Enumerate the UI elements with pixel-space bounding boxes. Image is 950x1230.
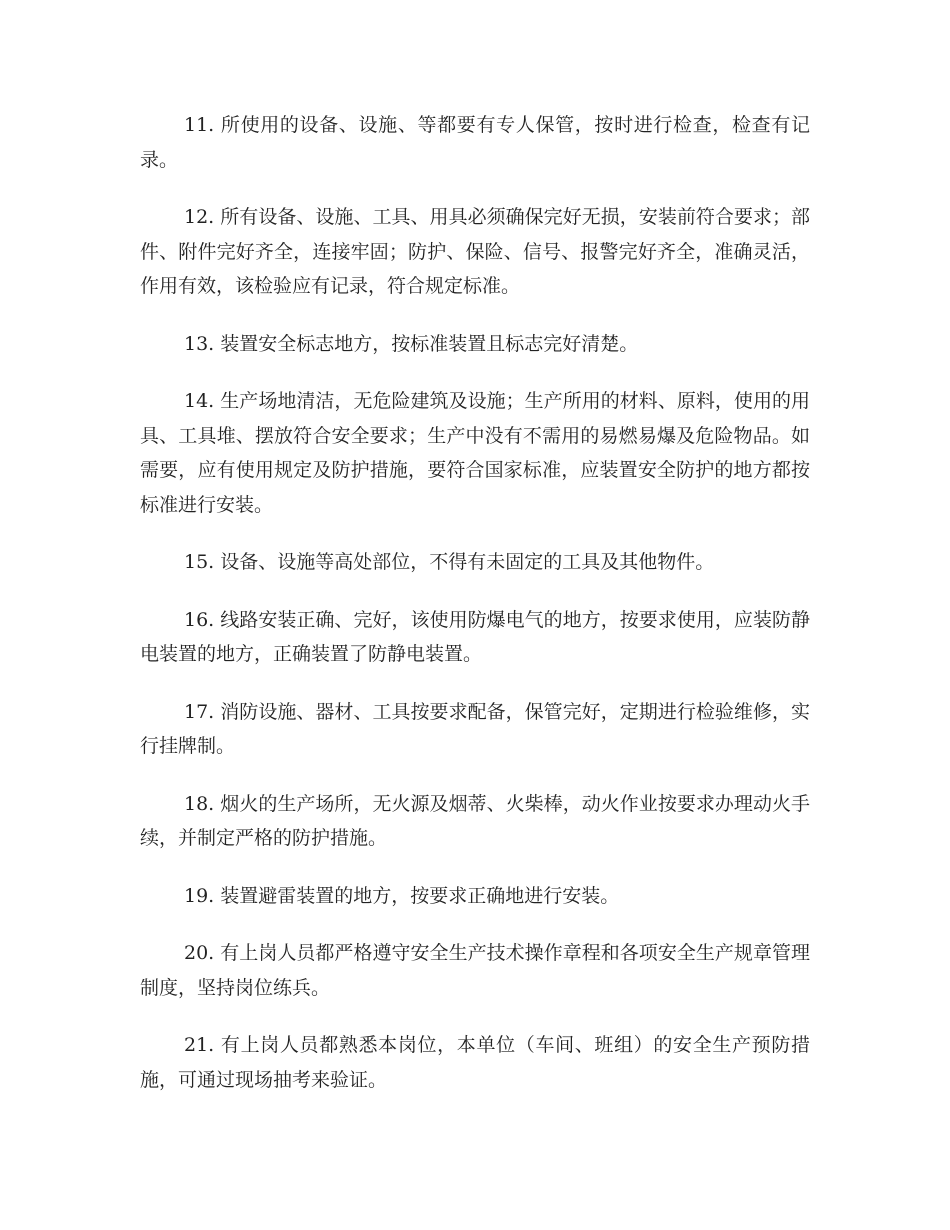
item-number: 13.	[184, 332, 215, 355]
list-item	[140, 1028, 810, 1097]
item-number: 17.	[184, 700, 215, 723]
list-item	[140, 108, 810, 177]
item-text: 有上岗人员都熟悉本岗位，本单位（车间、班组）的安全生产预防措施，可通过现场抽考来验证。	[140, 1034, 810, 1091]
list-item	[140, 787, 810, 856]
item-number: 16.	[184, 608, 215, 631]
item-number: 15.	[184, 551, 215, 573]
list-item	[140, 879, 810, 914]
list-item	[140, 545, 810, 580]
item-number: 11.	[184, 114, 215, 136]
item-text: 有上岗人员都严格遵守安全生产技术操作章程和各项安全生产规章管理制度，坚持岗位练兵。	[140, 942, 810, 999]
item-text: 装置安全标志地方，按标准装置且标志完好清楚。	[214, 332, 639, 355]
item-text: 生产场地清洁，无危险建筑及设施；生产所用的材料、原料，使用的用具、工具堆、摆放符合安全要求；生产中没有不需用的易燃易爆及危险物品。如需要，应有使用规定及防护措施，要符合国家标准，应装置安全防护的地方都按标准进行安装。	[140, 390, 810, 516]
item-text: 消防设施、器材、工具按要求配备，保管完好，定期进行检验维修，实行挂牌制。	[140, 700, 810, 757]
item-number: 19.	[184, 884, 215, 907]
item-number: 14.	[184, 390, 215, 412]
list-item	[140, 695, 810, 764]
item-number: 20.	[184, 942, 215, 964]
list-item	[140, 327, 810, 362]
list-item	[140, 200, 810, 304]
item-text: 所使用的设备、设施、等都要有专人保管，按时进行检查，检查有记录。	[140, 114, 810, 171]
item-number: 18.	[184, 792, 215, 815]
item-text: 装置避雷装置的地方，按要求正确地进行安装。	[214, 884, 620, 907]
item-number: 12.	[184, 206, 215, 228]
list-item	[140, 936, 810, 1005]
item-number: 21.	[184, 1034, 215, 1056]
document-body	[140, 108, 810, 1120]
list-item	[140, 384, 810, 522]
item-text: 烟火的生产场所，无火源及烟蒂、火柴棒，动火作业按要求办理动火手续，并制定严格的防护措施。	[140, 792, 810, 849]
list-item	[140, 603, 810, 672]
item-text: 设备、设施等高处部位，不得有未固定的工具及其他物件。	[214, 551, 715, 573]
item-text: 所有设备、设施、工具、用具必须确保完好无损，安装前符合要求；部件、附件完好齐全，连接牢固；防护、保险、信号、报警完好齐全，准确灵活，作用有效，该检验应有记录，符合规定标准。	[140, 206, 810, 297]
item-text: 线路安装正确、完好，该使用防爆电气的地方，按要求使用，应装防静电装置的地方，正确装置了防静电装置。	[140, 608, 810, 665]
